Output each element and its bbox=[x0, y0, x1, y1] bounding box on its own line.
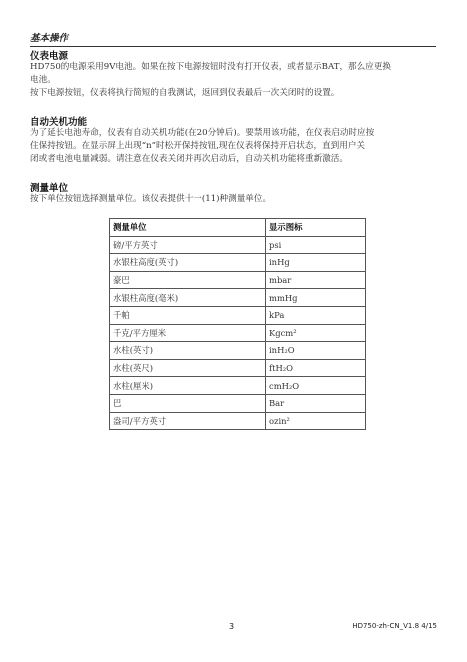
paragraph-line: 按下电源按钮，仪表将执行简短的自我测试，返回到仪表最后一次关闭时的设置。 bbox=[30, 88, 340, 98]
unit-name: 磅/平方英寸 bbox=[110, 236, 266, 254]
unit-symbol: inH₂O bbox=[266, 342, 366, 360]
unit-symbol: mbar bbox=[266, 271, 366, 289]
table-row bbox=[110, 236, 366, 254]
table-row bbox=[110, 289, 366, 307]
section-body-units bbox=[30, 193, 440, 206]
column-header-unit: 测量单位 bbox=[110, 219, 266, 237]
section-title-units: 测量单位 bbox=[30, 183, 69, 194]
paragraph-line: 按下单位按钮选择测量单位。该仪表提供十一(11)种测量单位。 bbox=[30, 194, 272, 204]
table-row bbox=[110, 342, 366, 360]
unit-name: 水柱(英尺) bbox=[110, 359, 266, 377]
table-row bbox=[110, 254, 366, 272]
unit-symbol: ozin² bbox=[266, 412, 366, 430]
unit-name: 巴 bbox=[110, 394, 266, 412]
unit-name: 盎司/平方英寸 bbox=[110, 412, 266, 430]
page-number: 3 bbox=[229, 622, 235, 631]
unit-name: 千克/平方厘米 bbox=[110, 324, 266, 342]
section-title-power: 仪表电源 bbox=[30, 51, 69, 62]
unit-symbol: ftH₂O bbox=[266, 359, 366, 377]
unit-name: 水柱(英寸) bbox=[110, 342, 266, 360]
section-title-auto-off: 自动关机功能 bbox=[30, 117, 88, 128]
table-row bbox=[110, 306, 366, 324]
section-body-power bbox=[30, 61, 440, 100]
paragraph-line: 闭或者电池电量减弱。请注意在仪表关闭并再次启动后，自动关机功能将重新激活。 bbox=[30, 154, 348, 164]
section-body-auto-off bbox=[30, 127, 440, 166]
paragraph-line: 为了延长电池寿命，仪表有自动关机功能(在20分钟后)。要禁用该功能，在仪表启动时应按 bbox=[30, 128, 375, 138]
table-row bbox=[110, 412, 366, 430]
paragraph-line: HD750的电源采用9V电池。如果在按下电源按钮时没有打开仪表，或者显示BAT，那么应更换 bbox=[30, 62, 392, 72]
column-header-icon: 显示图标 bbox=[266, 219, 366, 237]
unit-symbol: mmHg bbox=[266, 289, 366, 307]
unit-name: 水柱(厘米) bbox=[110, 377, 266, 395]
paragraph-line: 电池。 bbox=[30, 75, 56, 85]
unit-name: 水银柱高度(毫米) bbox=[110, 289, 266, 307]
unit-symbol: kPa bbox=[266, 306, 366, 324]
table-header-row bbox=[110, 219, 366, 237]
units-table bbox=[109, 218, 366, 430]
unit-name: 豪巴 bbox=[110, 271, 266, 289]
unit-symbol: psi bbox=[266, 236, 366, 254]
unit-symbol: cmH₂O bbox=[266, 377, 366, 395]
unit-symbol: inHg bbox=[266, 254, 366, 272]
unit-name: 水银柱高度(英寸) bbox=[110, 254, 266, 272]
table-row bbox=[110, 377, 366, 395]
unit-symbol: Bar bbox=[266, 394, 366, 412]
unit-name: 千帕 bbox=[110, 306, 266, 324]
unit-symbol: Kgcm² bbox=[266, 324, 366, 342]
page-header: 基本操作 bbox=[30, 30, 436, 47]
table-row bbox=[110, 324, 366, 342]
table-row bbox=[110, 359, 366, 377]
table-row bbox=[110, 271, 366, 289]
table-row bbox=[110, 394, 366, 412]
document-id: HD750-zh-CN_V1.8 4/15 bbox=[352, 622, 437, 630]
paragraph-line: 住保持按钮。在显示屏上出现“n”时松开保持按钮,现在仪表将保持开启状态，直到用户关 bbox=[30, 141, 366, 151]
